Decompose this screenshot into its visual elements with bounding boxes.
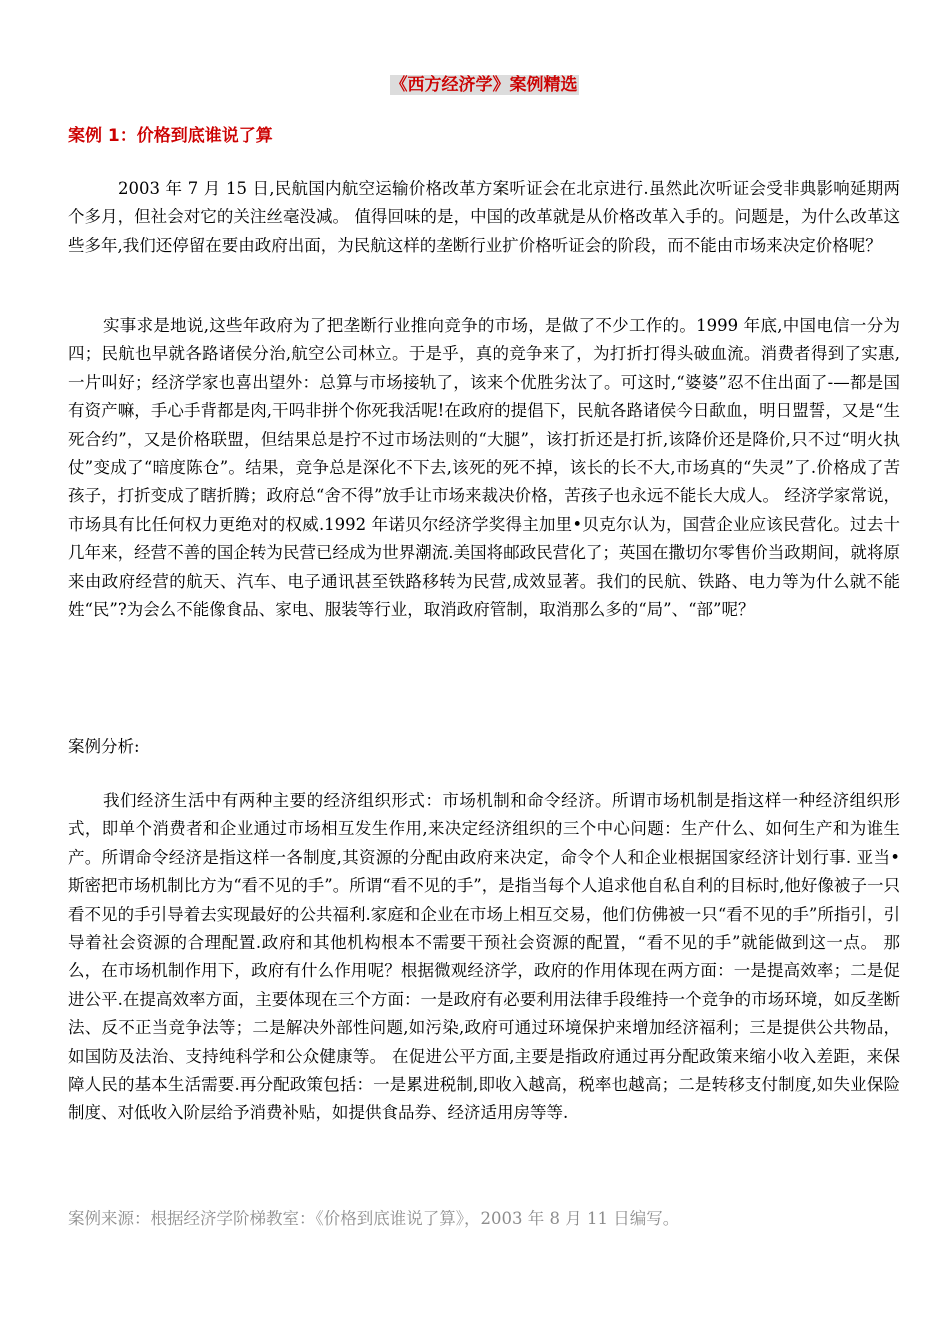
source-citation: 案例来源：根据经济学阶梯教室：《价格到底谁说了算》，2003 年 8 月 11 日编写。 [68, 1209, 680, 1228]
document-title [68, 74, 900, 96]
case-heading: 案例 1：价格到底谁说了算 [68, 126, 273, 146]
analysis-paragraph: 我们经济生活中有两种主要的经济组织形式：市场机制和命令经济。所谓市场机制是指这样一种经济组织形式，即单个消费者和企业通过市场相互发生作用,来决定经济组织的三个中心问题：生产什么、如何生产和为谁生产。所谓命令经济是指这样一各制度,其资源的分配由政府来决定，命令个人和企业根据国家经济计划行事. 亚当•斯密把市场机制比方为“看不见的手”。所谓“看不见的手”，是指当每个人追求他自私自利的目标时,他好像被子一只看不见的手引导着去实现最好的公共福利.家庭和企业在市场上相互交易，他们仿佛被一只“看不见的手”所指引，引导着社会资源的合理配置.政府和其他机构根本不需要干预社会资源的配置，“看不见的手”就能做到这一点。 那么，在市场机制作用下，政府有什么作用呢？根据微观经济学，政府的作用体现在两方面：一是提高效率；二是促进公平.在提高效率方面，主要体现在三个方面：一是政府有必要利用法律手段维持一个竞争的市场环境，如反垄断法、反不正当竞争法等；二是解决外部性问题,如污染,政府可通过环境保护来增加经济福利；三是提供公共物品，如国防及法治、支持纯科学和公众健康等。 在促进公平方面,主要是指政府通过再分配政策来缩小收入差距，来保障人民的基本生活需要.再分配政策包括：一是累进税制,即收入越高，税率也越高；二是转移支付制度,如失业保险制度、对低收入阶层给予消费补贴，如提供食品券、经济适用房等等. [68, 791, 900, 1123]
case-paragraph-2: 实事求是地说,这些年政府为了把垄断行业推向竞争的市场，是做了不少工作的。1999 年底,中国电信一分为四；民航也早就各路诸侯分治,航空公司林立。于是乎，真的竞争来了，为打折打得头破血流。消费者得到了实惠,一片叫好；经济学家也喜出望外：总算与市场接轨了，该来个优胜劣汰了。可这时,“婆婆”忍不住出面了-—都是国有资产嘛，手心手背都是肉,干吗非拼个你死我活呢!在政府的提倡下，民航各路诸侯今日歃血，明日盟誓，又是“生死合约”，又是价格联盟，但结果总是拧不过市场法则的“大腿”，该打折还是打折,该降价还是降价,只不过“明火执仗”变成了“暗度陈仓”。结果，竞争总是深化不下去,该死的死不掉，该长的长不大,市场真的“失灵”了.价格成了苦孩子，打折变成了瞎折腾；政府总“舍不得”放手让市场来裁决价格，苦孩子也永远不能长大成人。 经济学家常说，市场具有比任何权力更绝对的权威.1992 年诺贝尔经济学奖得主加里•贝克尔认为，国营企业应该民营化。过去十几年来，经营不善的国企转为民营已经成为世界潮流.美国将邮政民营化了；英国在撒切尔零售价当政期间，就将原来由政府经营的航天、汽车、电子通讯甚至铁路移转为民营,成效显著。我们的民航、铁路、电力等为什么就不能姓“民”?为会么不能像食品、家电、服装等行业，取消政府管制，取消那么多的“局”、“部”呢？ [68, 316, 900, 620]
document-title-text: 《西方经济学》案例精选 [390, 75, 578, 95]
analysis-label: 案例分析: [68, 737, 140, 756]
case-paragraph-1: 2003 年 7 月 15 日,民航国内航空运输价格改革方案听证会在北京进行.虽然此次听证会受非典影响延期两个多月，但社会对它的关注丝毫没减。 值得回味的是，中国的改革就是从价格改革入手的。问题是，为什么改革这些多年,我们还停留在要由政府出面，为民航这样的垄断行业扩价格听证会的阶段，而不能由市场来决定价格呢？ [68, 179, 900, 255]
